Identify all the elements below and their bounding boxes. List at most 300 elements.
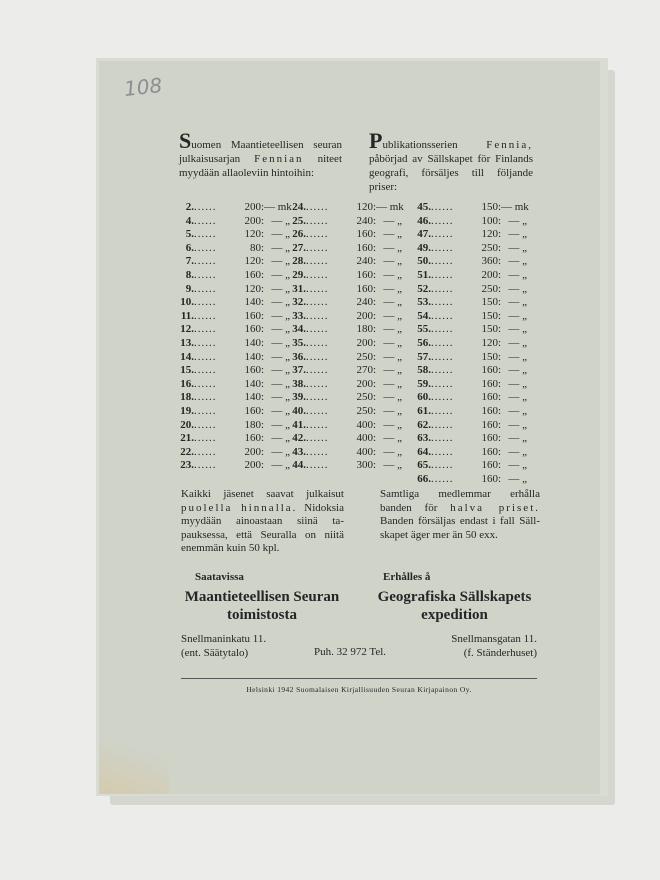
price-column-1 <box>172 201 290 473</box>
price-dots: ...... <box>431 459 454 472</box>
price-price: 160: <box>481 404 501 417</box>
drop-cap: S <box>179 128 192 153</box>
price-price: 400: <box>356 418 376 431</box>
price-mark: — „ <box>508 214 527 227</box>
price-price: 200: <box>356 309 376 322</box>
price-price: 250: <box>356 404 376 417</box>
price-row <box>409 405 527 419</box>
corner-stain <box>99 744 169 794</box>
price-num: 43. <box>292 445 306 458</box>
price-mark: — mk <box>501 201 529 213</box>
price-dots: ...... <box>194 418 217 431</box>
price-num: 18. <box>180 391 194 404</box>
price-num: 54. <box>417 309 431 322</box>
price-row <box>409 255 527 269</box>
price-num: 4. <box>185 214 194 227</box>
price-mark: — „ <box>271 268 290 281</box>
price-row <box>172 323 290 337</box>
price-mark: — „ <box>383 377 402 390</box>
price-mark: — „ <box>271 364 290 377</box>
price-dots: ...... <box>306 309 329 322</box>
price-price: 200: <box>481 268 501 281</box>
price-mark: — „ <box>383 214 402 227</box>
price-price: 140: <box>244 350 264 363</box>
price-dots: ...... <box>306 296 329 309</box>
price-dots: ...... <box>194 241 217 254</box>
price-mark: — „ <box>383 364 402 377</box>
price-mark: — „ <box>271 377 290 390</box>
price-dots: ...... <box>306 201 329 213</box>
price-dots: ...... <box>431 445 454 458</box>
price-row <box>284 419 402 433</box>
price-num: 23. <box>180 459 194 472</box>
price-num: 58. <box>417 364 431 377</box>
price-num: 5. <box>185 228 194 241</box>
price-dots: ...... <box>306 364 329 377</box>
price-row <box>172 269 290 283</box>
price-price: 150: <box>481 350 501 363</box>
price-dots: ...... <box>194 255 217 268</box>
price-num: 31. <box>292 282 306 295</box>
price-dots: ...... <box>194 391 217 404</box>
price-dots: ...... <box>194 377 217 390</box>
price-price: 140: <box>244 377 264 390</box>
price-row <box>172 215 290 229</box>
price-mark: — „ <box>508 282 527 295</box>
price-mark: — „ <box>383 432 402 445</box>
price-dots: ...... <box>431 418 454 431</box>
price-column-2 <box>284 201 402 473</box>
price-num: 66. <box>417 472 431 485</box>
price-mark: — „ <box>383 309 402 322</box>
price-price: 250: <box>481 241 501 254</box>
price-mark: — „ <box>383 459 402 472</box>
price-row <box>409 364 527 378</box>
price-price: 160: <box>356 282 376 295</box>
price-price: 140: <box>244 296 264 309</box>
price-row <box>284 269 402 283</box>
price-mark: — „ <box>383 391 402 404</box>
price-dots: ...... <box>194 432 217 445</box>
price-dots: ...... <box>431 472 454 485</box>
price-dots: ...... <box>431 377 454 390</box>
price-num: 11. <box>180 309 194 322</box>
price-mark: — „ <box>271 391 290 404</box>
price-num: 10. <box>180 296 194 309</box>
price-num: 53. <box>417 296 431 309</box>
price-mark: — „ <box>271 309 290 322</box>
price-price: 140: <box>244 336 264 349</box>
price-dots: ...... <box>306 459 329 472</box>
price-row <box>409 378 527 392</box>
price-dots: ...... <box>431 268 454 281</box>
price-row <box>409 446 527 460</box>
price-row <box>172 391 290 405</box>
price-row <box>172 242 290 256</box>
price-price: 250: <box>356 350 376 363</box>
price-price: 160: <box>244 268 264 281</box>
price-dots: ...... <box>194 350 217 363</box>
price-row <box>172 296 290 310</box>
price-mark: — „ <box>271 418 290 431</box>
price-price: 150: <box>481 309 501 322</box>
members-note-finnish: Kaikki jäsenet saavat julkaisut puolella hinnalla. Nidoksia myydään ainoastaan siinä tapauksessa, että Seuralla on niitä enemmän kuin 50 kpl. <box>181 488 344 554</box>
price-price: 160: <box>244 364 264 377</box>
price-price: 160: <box>244 432 264 445</box>
price-mark: — „ <box>271 255 290 268</box>
price-mark: — mk <box>264 201 292 213</box>
price-price: 120: <box>481 228 501 241</box>
price-num: 50. <box>417 255 431 268</box>
price-num: 57. <box>417 350 431 363</box>
price-dots: ...... <box>306 377 329 390</box>
price-num: 42. <box>292 432 306 445</box>
price-dots: ...... <box>306 323 329 336</box>
price-price: 160: <box>481 432 501 445</box>
price-mark: — „ <box>383 241 402 254</box>
price-num: 29. <box>292 268 306 281</box>
price-row <box>284 351 402 365</box>
price-mark: — „ <box>271 228 290 241</box>
price-num: 61. <box>417 404 431 417</box>
price-price: 160: <box>481 472 501 485</box>
price-dots: ...... <box>306 391 329 404</box>
price-dots: ...... <box>431 432 454 445</box>
price-mark: — „ <box>508 391 527 404</box>
handwritten-note: 108 <box>122 73 164 101</box>
price-price: 200: <box>244 459 264 472</box>
price-num: 12. <box>180 323 194 336</box>
price-price: 120: <box>481 336 501 349</box>
price-dots: ...... <box>194 404 217 417</box>
price-dots: ...... <box>431 391 454 404</box>
price-row <box>284 310 402 324</box>
price-num: 55. <box>417 323 431 336</box>
price-num: 65. <box>417 459 431 472</box>
price-num: 59. <box>417 377 431 390</box>
available-label-finnish: Saatavissa <box>195 571 244 583</box>
price-row <box>172 432 290 446</box>
price-mark: — „ <box>508 432 527 445</box>
price-price: 240: <box>356 296 376 309</box>
price-dots: ...... <box>306 445 329 458</box>
price-num: 37. <box>292 364 306 377</box>
price-dots: ...... <box>194 445 217 458</box>
price-mark: — „ <box>383 323 402 336</box>
price-mark: — „ <box>508 404 527 417</box>
price-num: 52. <box>417 282 431 295</box>
price-price: 360: <box>481 255 501 268</box>
price-num: 62. <box>417 418 431 431</box>
price-price: 180: <box>244 418 264 431</box>
price-mark: — „ <box>508 323 527 336</box>
price-num: 24. <box>292 201 306 213</box>
address-finnish: Snellmaninkatu 11. (ent. Säätytalo) <box>181 633 267 659</box>
price-mark: — „ <box>271 214 290 227</box>
price-row <box>409 337 527 351</box>
price-mark: — „ <box>383 350 402 363</box>
price-row <box>409 228 527 242</box>
price-mark: — „ <box>271 404 290 417</box>
price-price: 200: <box>356 377 376 390</box>
price-row <box>172 419 290 433</box>
price-price: 400: <box>356 432 376 445</box>
price-row <box>284 283 402 297</box>
price-dots: ...... <box>431 282 454 295</box>
price-price: 160: <box>481 418 501 431</box>
price-mark: — „ <box>383 418 402 431</box>
price-dots: ...... <box>306 228 329 241</box>
price-row <box>172 228 290 242</box>
price-row <box>409 215 527 229</box>
price-dots: ...... <box>194 364 217 377</box>
price-mark: — „ <box>508 309 527 322</box>
price-mark: — „ <box>271 350 290 363</box>
price-mark: — „ <box>271 336 290 349</box>
price-row <box>172 283 290 297</box>
price-num: 38. <box>292 377 306 390</box>
price-price: 140: <box>244 391 264 404</box>
price-dots: ...... <box>194 323 217 336</box>
price-mark: — „ <box>508 228 527 241</box>
price-row <box>284 364 402 378</box>
price-dots: ...... <box>194 201 217 213</box>
price-price: 160: <box>244 309 264 322</box>
price-price: 160: <box>356 228 376 241</box>
price-row <box>172 378 290 392</box>
price-row <box>284 378 402 392</box>
price-row <box>172 337 290 351</box>
price-dots: ...... <box>431 228 454 241</box>
price-dots: ...... <box>306 214 329 227</box>
price-num: 32. <box>292 296 306 309</box>
price-dots: ...... <box>306 241 329 254</box>
price-dots: ...... <box>431 201 454 213</box>
price-column-3 <box>409 201 527 486</box>
price-num: 36. <box>292 350 306 363</box>
price-price: 150: <box>481 323 501 336</box>
price-mark: — „ <box>271 241 290 254</box>
price-row <box>284 337 402 351</box>
price-num: 45. <box>417 201 431 213</box>
price-row <box>284 215 402 229</box>
price-row <box>284 405 402 419</box>
price-price: 250: <box>356 391 376 404</box>
address-swedish: Snellmansgatan 11. (f. Ständerhuset) <box>451 633 537 659</box>
price-row <box>409 296 527 310</box>
printer-imprint: Helsinki 1942 Suomalaisen Kirjallisuuden Seuran Kirjapainon Oy. <box>246 685 472 694</box>
price-num: 44. <box>292 459 306 472</box>
price-price: 200: <box>356 336 376 349</box>
price-dots: ...... <box>431 241 454 254</box>
price-price: 200: <box>244 445 264 458</box>
price-dots: ...... <box>431 323 454 336</box>
price-num: 6. <box>185 241 194 254</box>
drop-cap: P <box>369 128 383 153</box>
price-dots: ...... <box>194 214 217 227</box>
price-mark: — „ <box>383 255 402 268</box>
price-price: 240: <box>356 255 376 268</box>
price-row <box>284 432 402 446</box>
org-name-finnish: Maantieteellisen Seuran toimistosta <box>184 589 340 623</box>
price-dots: ...... <box>194 282 217 295</box>
price-mark: — mk <box>376 201 404 213</box>
price-row <box>172 351 290 365</box>
price-row <box>409 432 527 446</box>
price-price: 120: <box>244 255 264 268</box>
price-num: 49. <box>417 241 431 254</box>
price-row <box>284 391 402 405</box>
price-mark: — „ <box>508 377 527 390</box>
price-mark: — „ <box>271 323 290 336</box>
price-mark: — „ <box>508 255 527 268</box>
price-price: 160: <box>244 323 264 336</box>
price-row <box>284 323 402 337</box>
price-mark: — „ <box>383 282 402 295</box>
divider-rule <box>181 678 537 679</box>
price-row <box>284 446 402 460</box>
price-price: 160: <box>481 459 501 472</box>
price-num: 63. <box>417 432 431 445</box>
price-num: 40. <box>292 404 306 417</box>
price-mark: — „ <box>508 350 527 363</box>
price-num: 56. <box>417 336 431 349</box>
price-mark: — „ <box>271 296 290 309</box>
price-row <box>284 255 402 269</box>
price-num: 9. <box>185 282 194 295</box>
price-num: 33. <box>292 309 306 322</box>
price-row <box>409 323 527 337</box>
price-num: 41. <box>292 418 306 431</box>
price-row <box>409 419 527 433</box>
price-price: 200: <box>244 201 264 213</box>
price-mark: — „ <box>383 445 402 458</box>
price-num: 35. <box>292 336 306 349</box>
price-mark: — „ <box>508 445 527 458</box>
book-back-cover <box>99 61 600 794</box>
price-row <box>172 405 290 419</box>
price-price: 160: <box>481 445 501 458</box>
price-num: 39. <box>292 391 306 404</box>
price-mark: — „ <box>383 268 402 281</box>
price-dots: ...... <box>194 336 217 349</box>
price-dots: ...... <box>431 255 454 268</box>
price-mark: — „ <box>508 241 527 254</box>
price-num: 25. <box>292 214 306 227</box>
price-dots: ...... <box>306 350 329 363</box>
price-row <box>409 473 527 487</box>
org-name-swedish: Geografiska Sällskapets expedition <box>377 589 532 623</box>
price-row <box>284 201 402 215</box>
price-mark: — „ <box>271 432 290 445</box>
price-num: 14. <box>180 350 194 363</box>
price-row <box>409 201 527 215</box>
price-price: 250: <box>481 282 501 295</box>
price-price: 80: <box>249 241 264 254</box>
price-row <box>284 459 402 473</box>
price-row <box>172 459 290 473</box>
price-dots: ...... <box>431 350 454 363</box>
price-num: 27. <box>292 241 306 254</box>
price-price: 200: <box>244 214 264 227</box>
price-price: 160: <box>244 404 264 417</box>
price-num: 47. <box>417 228 431 241</box>
price-num: 7. <box>185 255 194 268</box>
price-mark: — „ <box>271 459 290 472</box>
price-mark: — „ <box>383 228 402 241</box>
price-dots: ...... <box>194 228 217 241</box>
price-num: 60. <box>417 391 431 404</box>
price-price: 270: <box>356 364 376 377</box>
price-price: 120: <box>244 282 264 295</box>
price-row <box>409 459 527 473</box>
price-dots: ...... <box>194 309 217 322</box>
price-dots: ...... <box>306 432 329 445</box>
price-num: 46. <box>417 214 431 227</box>
available-label-swedish: Erhålles å <box>383 571 431 583</box>
price-price: 160: <box>356 241 376 254</box>
price-num: 26. <box>292 228 306 241</box>
price-price: 160: <box>356 268 376 281</box>
intro-swedish: Publikationsserien Fennia, påbörjad av Sällskapet för Finlands geografi, försäljes till följande priser: <box>369 128 533 193</box>
phone-number: Puh. 32 972 Tel. <box>314 646 387 658</box>
price-num: 51. <box>417 268 431 281</box>
price-price: 160: <box>481 364 501 377</box>
price-num: 19. <box>180 404 194 417</box>
price-price: 400: <box>356 445 376 458</box>
price-price: 150: <box>481 296 501 309</box>
price-num: 16. <box>180 377 194 390</box>
price-price: 100: <box>481 214 501 227</box>
price-price: 160: <box>481 391 501 404</box>
price-mark: — „ <box>271 445 290 458</box>
price-num: 13. <box>180 336 194 349</box>
price-mark: — „ <box>508 418 527 431</box>
price-row <box>409 242 527 256</box>
price-row <box>172 201 290 215</box>
price-mark: — „ <box>271 282 290 295</box>
price-price: 180: <box>356 323 376 336</box>
price-row <box>172 446 290 460</box>
price-dots: ...... <box>306 282 329 295</box>
price-mark: — „ <box>508 472 527 485</box>
price-mark: — „ <box>383 336 402 349</box>
price-row <box>284 228 402 242</box>
price-dots: ...... <box>194 268 217 281</box>
members-note-swedish: Samtliga medlemmar erhålla banden för halva priset. Banden försäljas endast i fall Sällskapet äger mer än 50 exx. <box>380 488 540 541</box>
price-dots: ...... <box>431 214 454 227</box>
price-dots: ...... <box>306 268 329 281</box>
price-num: 64. <box>417 445 431 458</box>
price-dots: ...... <box>306 255 329 268</box>
price-row <box>284 242 402 256</box>
price-num: 2. <box>185 201 194 213</box>
price-row <box>409 283 527 297</box>
price-row <box>172 310 290 324</box>
price-num: 15. <box>180 364 194 377</box>
price-row <box>409 391 527 405</box>
price-price: 150: <box>481 201 501 213</box>
intro-finnish: Suomen Maantieteellisen seuran julkaisusarjan Fennian niteet myydään allaoleviin hintoihin: <box>179 128 342 179</box>
price-dots: ...... <box>431 364 454 377</box>
price-mark: — „ <box>508 364 527 377</box>
price-num: 28. <box>292 255 306 268</box>
price-mark: — „ <box>383 296 402 309</box>
price-dots: ...... <box>306 404 329 417</box>
price-price: 240: <box>356 214 376 227</box>
price-num: 21. <box>180 432 194 445</box>
price-row <box>409 310 527 324</box>
